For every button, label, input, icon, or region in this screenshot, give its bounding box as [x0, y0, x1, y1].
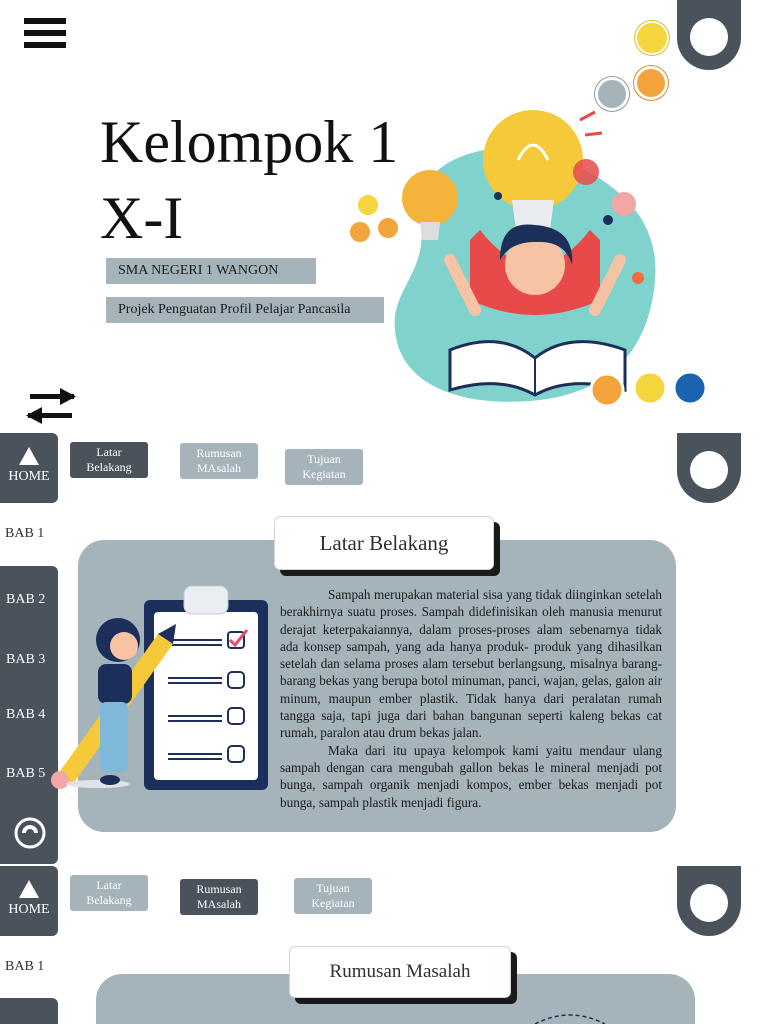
swap-arrows-icon[interactable]: [24, 388, 78, 424]
nav-bab-2[interactable]: BAB 2: [6, 592, 46, 607]
ring-tab-decoration: [677, 866, 741, 936]
section-heading: Latar Belakang: [274, 516, 494, 570]
lightbulb-student-illustration: [340, 100, 720, 410]
bab-nav-panel: [0, 998, 58, 1024]
tab-latar-belakang[interactable]: Latar Belakang: [70, 875, 148, 911]
clipboard-checklist-illustration: [38, 584, 278, 796]
nav-bab-1[interactable]: BAB 1: [5, 526, 45, 541]
paragraph-1: Sampah merupakan material sisa yang tidak diinginkan setelah berakhirnya suatu proses. Sampah didefinisikan oleh manusia menurut derajat keterpakaiannya, dalam proses-proses alam sebenarnya tidak ada konsep sampah, yang ada hanya produk- produk yang dihasilkan setelah dan selama proses alam tersebut berlangsung, misalnya barang- barang bekas yang berupa botol minuman, panci, wajan, gelas, galon air minum, maupun ember plastik. Tidak hanya dari peralatan rumah tangga saja, tapi juga dari bahan bangunan seperti kaleng bekas cat rumah, paralon atau drum bekas jalan.: [280, 587, 662, 741]
dashed-arc-decoration: [530, 1010, 610, 1024]
school-label: SMA NEGERI 1 WANGON: [106, 258, 316, 284]
decor-dot: [635, 21, 669, 55]
decor-dot: [634, 66, 668, 100]
title-line-1: Kelompok 1: [100, 109, 399, 175]
section-heading: Rumusan Masalah: [289, 946, 511, 998]
home-button[interactable]: [0, 866, 58, 936]
ring-tab-decoration: [677, 0, 741, 70]
nav-bab-4[interactable]: BAB 4: [6, 707, 46, 722]
home-label: HOME: [8, 469, 50, 484]
home-triangle-icon: [19, 880, 39, 898]
home-button[interactable]: [0, 433, 58, 503]
tab-rumusan-masalah[interactable]: Rumusan MAsalah: [180, 443, 258, 479]
title-line-2: X-I: [100, 185, 184, 251]
tab-latar-belakang[interactable]: Latar Belakang: [70, 442, 148, 478]
tab-tujuan-kegiatan[interactable]: Tujuan Kegiatan: [294, 878, 372, 914]
nav-bab-3[interactable]: BAB 3: [6, 652, 46, 667]
tab-rumusan-masalah[interactable]: Rumusan MAsalah: [180, 879, 258, 915]
latar-belakang-text: [280, 586, 662, 811]
home-label: HOME: [8, 902, 50, 917]
hamburger-icon: [24, 18, 66, 24]
project-label: Projek Penguatan Profil Pelajar Pancasila: [106, 297, 384, 323]
menu-button[interactable]: [24, 18, 66, 48]
refresh-icon[interactable]: [13, 816, 47, 850]
nav-bab-5[interactable]: BAB 5: [6, 766, 46, 781]
nav-bab-1[interactable]: BAB 1: [5, 959, 45, 974]
paragraph-2: Maka dari itu upaya kelompok kami yaitu mendaur ulang sampah dengan cara mengubah gallon bekas le mineral menjadi pot bunga, sampah organik menjadi kompos, ember bekas menjadi pot bunga, sampah plastik menjadi figura.: [280, 742, 662, 810]
ring-tab-decoration: [677, 433, 741, 503]
tab-tujuan-kegiatan[interactable]: Tujuan Kegiatan: [285, 449, 363, 485]
home-triangle-icon: [19, 447, 39, 465]
